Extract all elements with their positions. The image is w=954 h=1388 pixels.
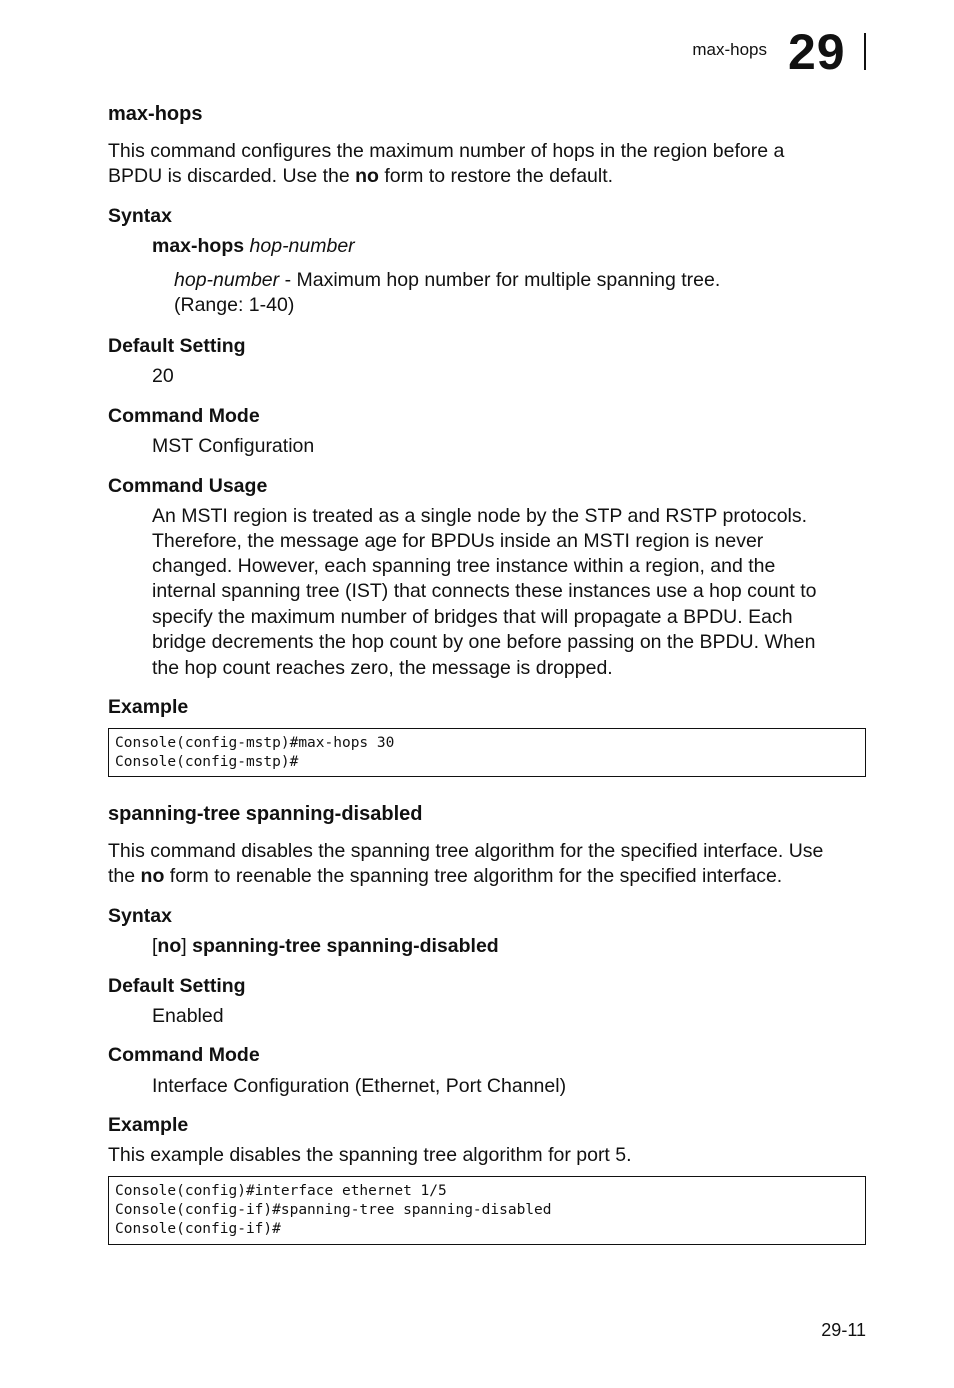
stp-code-example xyxy=(108,1176,866,1245)
usage-line: changed. However, each spanning tree instance within a region, and the xyxy=(152,555,776,577)
max-hops-default-value: 20 xyxy=(152,365,174,387)
parameter-name: hop-number xyxy=(174,269,280,291)
usage-line: internal spanning tree (IST) that connects these instances use a hop count to xyxy=(152,580,817,602)
page-number: 29-11 xyxy=(821,1320,866,1340)
max-hops-mode-heading: Command Mode xyxy=(108,405,260,427)
code-line: Console(config-mstp)# xyxy=(115,754,299,770)
code-line: Console(config)#interface ethernet 1/5 xyxy=(115,1183,447,1199)
syntax-bracket: ] xyxy=(181,935,193,957)
usage-line: bridge decrements the hop count by one before passing on the BPDU. When xyxy=(152,631,816,653)
chapter-number: 29 xyxy=(788,24,846,80)
intro-text: form to restore the default. xyxy=(378,165,614,187)
max-hops-mode-value: MST Configuration xyxy=(152,435,315,457)
stp-intro-line-1: This command disables the spanning tree algorithm for the specified interface. Use xyxy=(108,840,824,862)
stp-intro-line-2 xyxy=(108,864,782,889)
max-hops-default-heading: Default Setting xyxy=(108,335,246,357)
keyword-no: no xyxy=(140,865,165,887)
syntax-bracket: [ xyxy=(152,935,158,957)
syntax-parameter: hop-number xyxy=(249,235,355,257)
intro-text: form to reenable the spanning tree algorithm for the specified interface. xyxy=(164,865,783,887)
code-line: Console(config-mstp)#max-hops 30 xyxy=(115,735,395,751)
running-header: max-hops xyxy=(692,40,767,59)
chapter-rule xyxy=(864,33,866,70)
stp-syntax xyxy=(152,934,499,959)
max-hops-parameter-range: (Range: 1-40) xyxy=(174,294,295,316)
syntax-command: max-hops xyxy=(152,235,245,257)
stp-mode-value: Interface Configuration (Ethernet, Port Channel) xyxy=(152,1075,567,1097)
usage-line: specify the maximum number of bridges that will propagate a BPDU. Each xyxy=(152,606,793,628)
stp-syntax-heading: Syntax xyxy=(108,905,172,927)
stp-default-value: Enabled xyxy=(152,1005,224,1027)
max-hops-intro-line-1: This command configures the maximum number of hops in the region before a xyxy=(108,140,785,162)
stp-example-heading: Example xyxy=(108,1114,189,1136)
max-hops-syntax xyxy=(152,234,355,259)
max-hops-example-heading: Example xyxy=(108,696,189,718)
stp-mode-heading: Command Mode xyxy=(108,1044,260,1066)
intro-text: the xyxy=(108,865,141,887)
max-hops-parameter-desc xyxy=(174,268,720,293)
intro-text: BPDU is discarded. Use the xyxy=(108,165,356,187)
parameter-description: - Maximum hop number for multiple spanning tree. xyxy=(279,269,721,291)
keyword-no: no xyxy=(355,165,379,187)
usage-line: Therefore, the message age for BPDUs inside an MSTI region is never xyxy=(152,530,764,552)
max-hops-usage-heading: Command Usage xyxy=(108,475,268,497)
usage-line: the hop count reaches zero, the message is dropped. xyxy=(152,657,613,679)
stp-example-description: This example disables the spanning tree algorithm for port 5. xyxy=(108,1144,632,1166)
code-line: Console(config-if)#spanning-tree spanning-disabled xyxy=(115,1202,552,1218)
max-hops-code-example xyxy=(108,728,866,777)
max-hops-syntax-heading: Syntax xyxy=(108,205,172,227)
stp-default-heading: Default Setting xyxy=(108,975,246,997)
section-title-max-hops: max-hops xyxy=(108,103,203,125)
usage-line: An MSTI region is treated as a single node by the STP and RSTP protocols. xyxy=(152,505,808,527)
section-title-spanning-disabled: spanning-tree spanning-disabled xyxy=(108,803,423,825)
code-line: Console(config-if)# xyxy=(115,1221,281,1237)
syntax-command: spanning-tree spanning-disabled xyxy=(192,935,499,957)
syntax-keyword-no: no xyxy=(157,935,182,957)
max-hops-intro-line-2 xyxy=(108,164,613,189)
